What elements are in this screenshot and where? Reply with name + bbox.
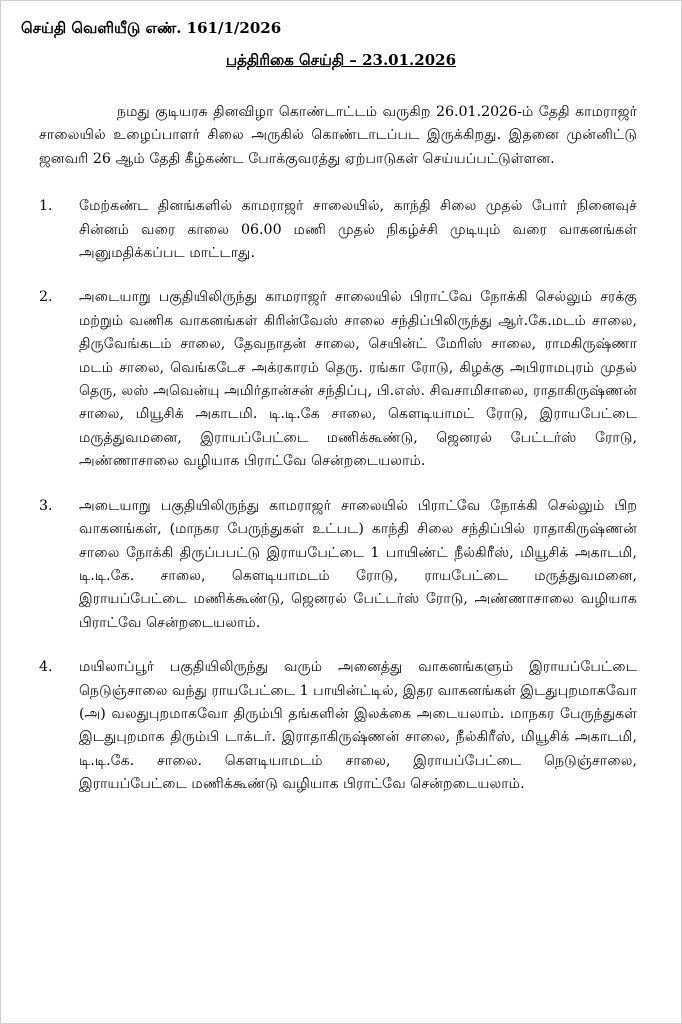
press-title-text: பத்திரிகை செய்தி – 23.01.2026 xyxy=(225,51,457,69)
item-text: அடையாறு பகுதியிலிருந்து காமராஜர் சாலையில் பிராட்வே நோக்கி செல்லும் பிற வாகனங்கள், (மாநகர பேருந்துகள் உட்பட) காந்தி சிலை சந்திப்பில் ராதாகிருஷ்ணன் சாலை நோக்கி திருப்பபட்டு இராயபேட்டை 1 பாயிண்ட் நீல்கிரீஸ், மியூசிக் அகாடமி, டி.டி.கே. சாலை, கௌடியாமடம் ரோடு, ராயபேட்டை மருத்துவமனை, இராயப்பேட்டை மணிக்கூண்டு, ஜெனரல் பேட்டர்ஸ் ரோடு, அண்ணாசாலை வழியாக பிராட்வே சென்றடையலாம். xyxy=(79,497,637,631)
item-number: 2. xyxy=(39,289,53,306)
item-number: 4. xyxy=(39,659,53,676)
item-text: அடையாறு பகுதியிலிருந்து காமராஜர் சாலையில் பிராட்வே நோக்கி செல்லும் சரக்கு மற்றும் வணிக வாகனங்கள் கிரின்வேஸ் சாலை சந்திப்பிலிருந்து ஆர்.கே.மடம் சாலை, திருவேங்கடம் சாலை, தேவநாதன் சாலை, செயின்ட் மேரிஸ் சாலை, ராமகிருஷ்ணா மடம் சாலை, வெங்கடேச அக்ரகாரம் தெரு. ரங்கா ரோடு, கிழக்கு அபிராமபுரம் முதல் தெரு, லஸ் அவென்யு அமிர்தான்சன் சந்திப்பு, பி.எஸ். சிவசாமிசாலை, ராதாகிருஷ்ணன் சாலை, மியூசிக் அகாடமி. டி.டி.கே சாலை, கௌடியாமட் ரோடு, இராயபேட்டை மருத்துவமனை, இராயப்பேட்டை மணிக்கூண்டு, ஜெனரல் பேட்டர்ஸ் ரோடு, அண்ணாசாலை வழியாக பிராட்வே சென்றடையலாம். xyxy=(79,289,637,470)
intro-paragraph: நமது குடியரசு தினவிழா கொண்டாட்டம் வருகிற 26.01.2026-ம் தேதி காமராஜர் சாலையில் உழைப்பாளர் சிலை அருகில் கொண்டாடப்பட இருக்கிறது. இதனை முன்னிட்டு ஜனவரி 26 ஆம் தேதி கீழ்கண்ட போக்குவரத்து ஏற்பாடுகள் செய்யப்பட்டுள்ளன. xyxy=(39,104,637,167)
item-number: 3. xyxy=(39,497,53,514)
item-number: 1. xyxy=(39,198,53,215)
press-title xyxy=(1,51,681,71)
item-text: மயிலாப்பூர் பகுதியிலிருந்து வரும் அனைத்து வாகனங்களும் இராயப்பேட்டை நெடுஞ்சாலை வந்து ராயபேட்டை 1 பாயின்ட்டில், இதர வாகனங்கள் இடதுபுறமாகவோ (அ) வலதுபுறமாகவோ திரும்பி தங்களின் இலக்கை அடையலாம். மாநகர பேருந்துகள் இடதுபுறமாக திரும்பி டாக்டர். இராதாகிருஷ்ணன் சாலை, நீல்கிரீஸ், மியூசிக் அகாடமி, டி.டி.கே. சாலை. கௌடியாமடம் சாலை, இராயப்பேட்டை நெடுஞ்சாலை, இராயப்பேட்டை மணிக்கூண்டு வழியாக பிராட்வே சென்றடையலாம். xyxy=(79,659,637,793)
list-item xyxy=(39,495,637,635)
item-text: மேற்கண்ட தினங்களில் காமராஜர் சாலையில், காந்தி சிலை முதல் போர் நினைவுச் சின்னம் வரை காலை 06.00 மணி முதல் நிகழ்ச்சி முடியும் வரை வாகனங்கள் அனுமதிக்கப்பட மாட்டாது. xyxy=(79,198,637,262)
list-item xyxy=(39,195,637,265)
document-body xyxy=(39,101,637,818)
release-number: செய்தி வெளியீடு எண். 161/1/2026 xyxy=(21,19,282,37)
list-item xyxy=(39,656,637,796)
list-item xyxy=(39,286,637,473)
